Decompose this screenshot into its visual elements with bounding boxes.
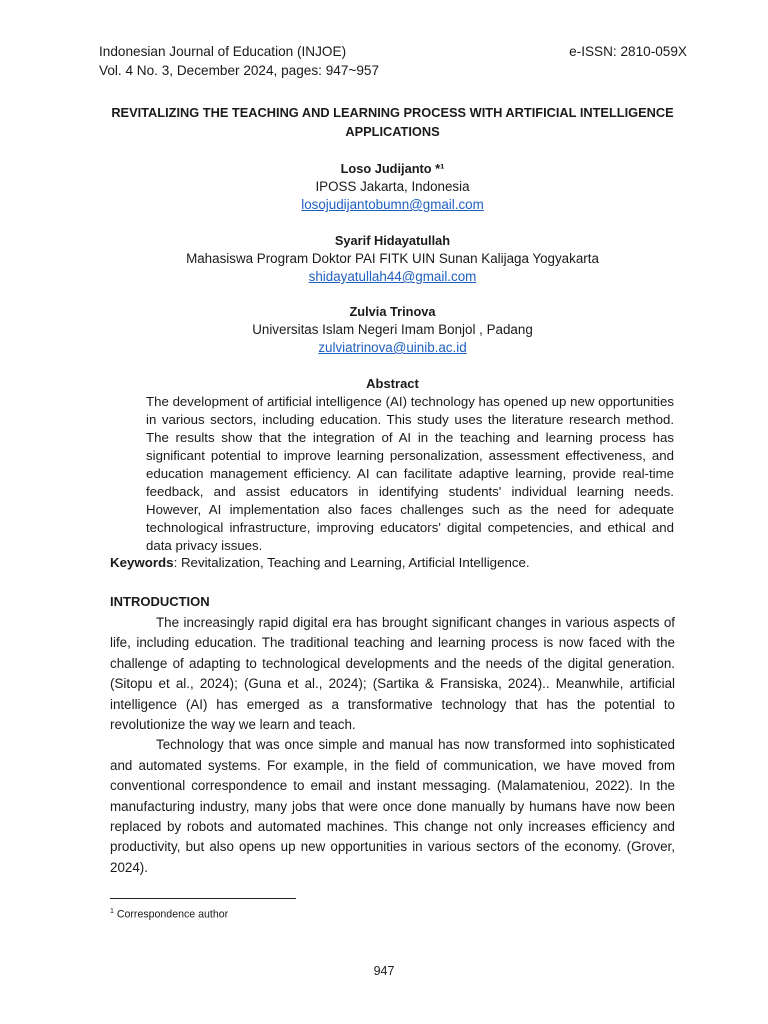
journal-volume: Vol. 4 No. 3, December 2024, pages: 947~957 [99, 63, 379, 78]
author-affiliation: IPOSS Jakarta, Indonesia [315, 179, 470, 194]
abstract-text: The development of artificial intelligence (AI) technology has opened up new opportunities in various sectors, including education. This study uses the literature research method. The results show that the integration of AI in the teaching and learning process has significant potential to improve learning personalization, assessment effectiveness, and education management efficiency. AI can facilitate adaptive learning, provide real-time feedback, and assist educators in identifying students' individual learning needs. However, AI implementation also faces challenges such as the need for adequate technological infrastructure, improving educators' digital competencies, and ethical and data privacy issues. [146, 394, 674, 553]
body-paragraph: Technology that was once simple and manual has now transformed into sophisticated and automated systems. For example, in the field of communication, we have moved from conventional correspondence to email and instant messaging. (Malamateniou, 2022). In the manufacturing industry, many jobs that were once done manually by humans have now been replaced by robots and automated machines. This change not only increases efficiency and productivity, but also opens up new opportunities in various sectors of the economy. (Grover, 2024). [110, 737, 675, 875]
footnote [110, 905, 228, 922]
author-1 [110, 160, 675, 214]
paper-title: REVITALIZING THE TEACHING AND LEARNING PROCESS WITH ARTIFICIAL INTELLIGENCE APPLICATIONS [111, 105, 674, 139]
author-email-link[interactable]: shidayatullah44@gmail.com [308, 269, 477, 284]
keywords-line [110, 554, 675, 572]
author-affiliation: Mahasiswa Program Doktor PAI FITK UIN Sunan Kalijaga Yogyakarta [186, 251, 599, 266]
footnote-text: Correspondence author [113, 908, 229, 921]
journal-name: Indonesian Journal of Education (INJOE) [99, 44, 347, 59]
author-name: Syarif Hidayatullah [334, 233, 451, 248]
author-name: Loso Judijanto *¹ [340, 161, 445, 176]
author-name: Zulvia Trinova [349, 304, 436, 319]
running-header-left [99, 42, 379, 80]
page-number: 947 [373, 964, 395, 978]
journal-issn: e-ISSN: 2810-059X [569, 44, 687, 59]
author-email-link[interactable]: zulviatrinova@uinib.ac.id [318, 340, 467, 355]
introduction-body [110, 613, 675, 878]
author-2 [110, 232, 675, 286]
footnote-marker: 1 [110, 908, 114, 915]
author-3 [110, 303, 675, 357]
footnote-divider [110, 898, 296, 899]
keywords-label: Keywords [110, 555, 174, 570]
abstract-heading: Abstract [366, 376, 419, 391]
section-heading-introduction: INTRODUCTION [110, 594, 210, 609]
author-affiliation: Universitas Islam Negeri Imam Bonjol , Padang [252, 322, 533, 337]
keywords-text: : Revitalization, Teaching and Learning, Artificial Intelligence. [173, 555, 530, 570]
author-email-link[interactable]: losojudijantobumn@gmail.com [301, 197, 484, 212]
body-paragraph: The increasingly rapid digital era has brought significant changes in various aspects of life, including education. The traditional teaching and learning process is now faced with the challenge of adapting to technological developments and the needs of the digital generation. (Sitopu et al., 2024); (Guna et al., 2024); (Sartika & Fransiska, 2024).. Meanwhile, artificial intelligence (AI) has emerged as a transformative technology that has the potential to revolutionize the way we learn and teach. [110, 615, 675, 733]
